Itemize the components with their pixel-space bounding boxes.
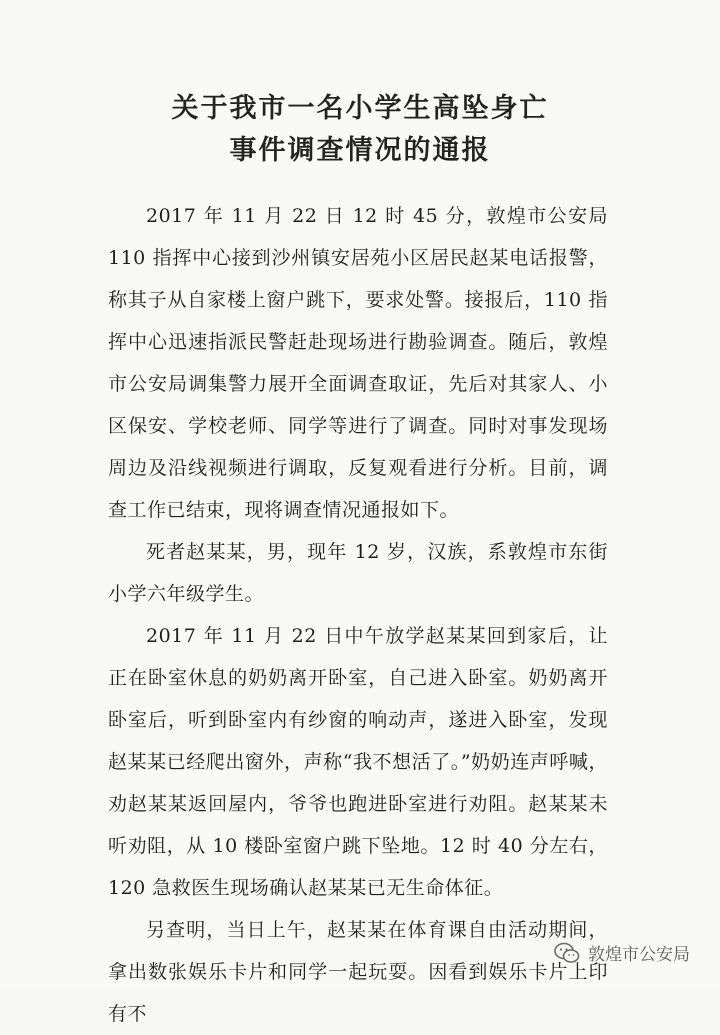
source-watermark	[554, 940, 690, 965]
paragraph-3: 2017 年 11 月 22 日中午放学赵某某回到家后，让正在卧室休息的奶奶离开卧室，自己进入卧室。奶奶离开卧室后，听到卧室内有纱窗的响动声，遂进入卧室，发现赵某某已经爬出窗外，声称“我不想活了。”奶奶连声呼喊，劝赵某某返回屋内，爷爷也跑进卧室进行劝阻。赵某某未听劝阻，从 10 楼卧室窗户跳下坠地。12 时 40 分左右，120 急救医生现场确认赵某某已无生命体征。	[108, 625, 608, 899]
paragraph-2: 死者赵某某，男，现年 12 岁，汉族，系敦煌市东街小学六年级学生。	[108, 541, 608, 605]
document-title-line1: 关于我市一名小学生高坠身亡	[171, 93, 549, 124]
document-body	[108, 195, 608, 1035]
watermark-text: 敦煌市公安局	[588, 945, 690, 965]
paragraph-4: 另查明，当日上午，赵某某在体育课自由活动期间，拿出数张娱乐卡片和同学一起玩耍。因看到娱乐卡片上印有不	[108, 919, 608, 1025]
document-title-line2: 事件调查情况的通报	[229, 135, 491, 166]
wechat-icon	[554, 942, 580, 964]
paragraph-1: 2017 年 11 月 22 日 12 时 45 分，敦煌市公安局 110 指挥中心接到沙州镇安居苑小区居民赵某电话报警，称其子从自家楼上窗户跳下，要求处警。接报后，110 指挥中心迅速指派民警赶赴现场进行勘验调查。随后，敦煌市公安局调集警力展开全面调查取证，先后对其家人、小区保安、学校老师、同学等进行了调查。同时对事发现场周边及沿线视频进行调取，反复观看进行分析。目前，调查工作已结束，现将调查情况通报如下。	[108, 205, 608, 521]
